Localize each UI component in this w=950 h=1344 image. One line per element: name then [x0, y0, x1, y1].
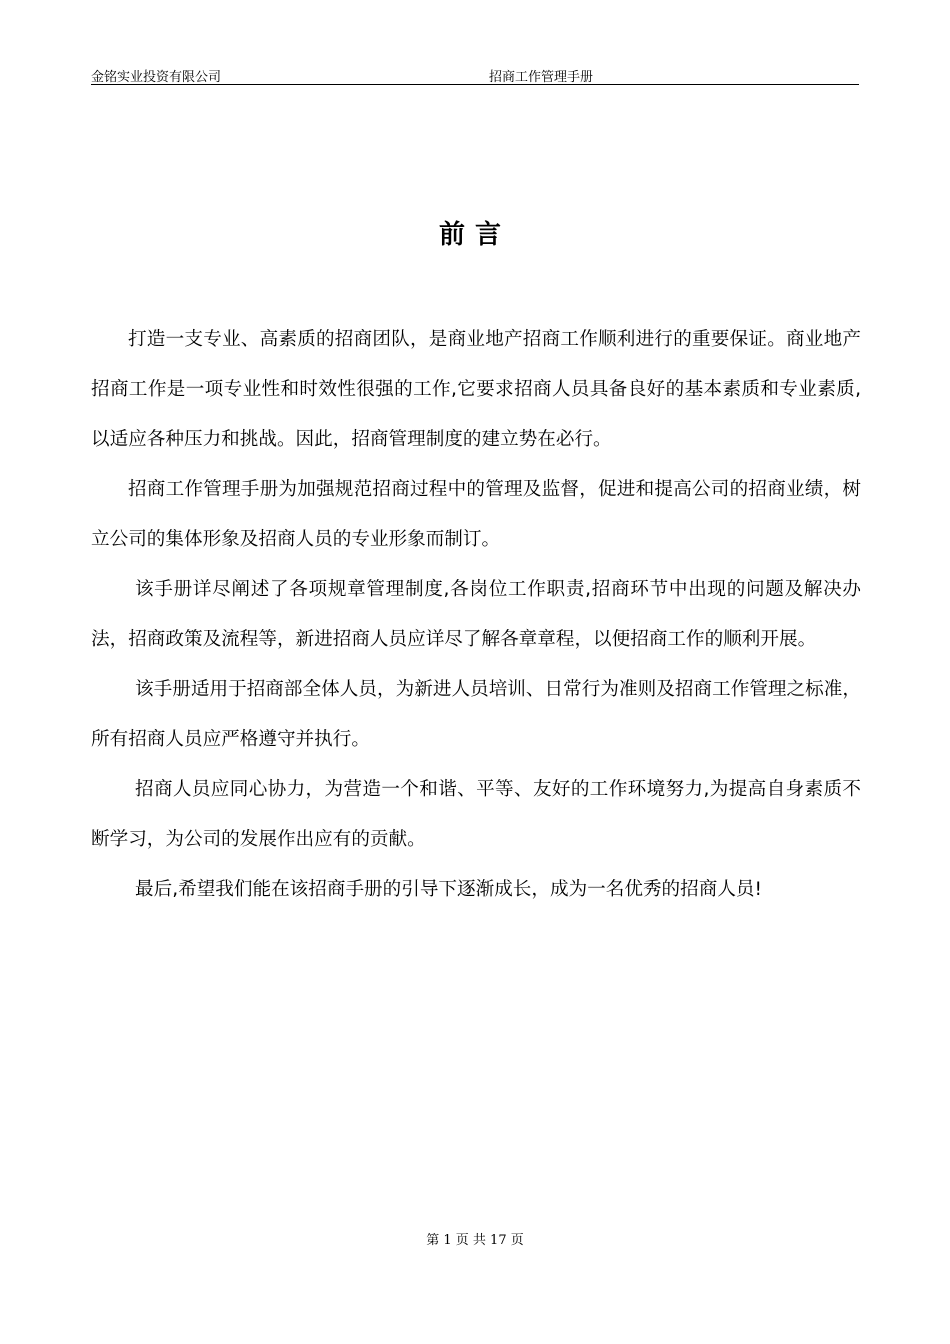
- header-company-name: 金铭实业投资有限公司: [91, 70, 222, 85]
- paragraph-2: 招商工作管理手册为加强规范招商过程中的管理及监督，促进和提高公司的招商业绩，树立公司的集体形象及招商人员的专业形象而制订。: [91, 479, 861, 550]
- paragraph-1: 打造一支专业、高素质的招商团队，是商业地产招商工作顺利进行的重要保证。商业地产招商工作是一项专业性和时效性很强的工作,它要求招商人员具备良好的基本素质和专业素质,以适应各种压力和挑战。因此，招商管理制度的建立势在必行。: [91, 329, 861, 450]
- page-number-footer: 第 1 页 共 17 页: [426, 1233, 524, 1248]
- document-title: 前言: [438, 220, 511, 250]
- paragraph-6: 最后,希望我们能在该招商手册的引导下逐渐成长，成为一名优秀的招商人员!: [135, 879, 762, 900]
- paragraph-3: 该手册详尽阐述了各项规章管理制度,各岗位工作职责,招商环节中出现的问题及解决办法，招商政策及流程等，新进招商人员应详尽了解各章章程，以便招商工作的顺利开展。: [91, 579, 861, 650]
- paragraph-4: 该手册适用于招商部全体人员，为新进人员培训、日常行为准则及招商工作管理之标准，所有招商人员应严格遵守并执行。: [91, 679, 861, 750]
- page-header: [91, 64, 859, 85]
- paragraph-5: 招商人员应同心协力，为营造一个和谐、平等、友好的工作环境努力,为提高自身素质不断学习，为公司的发展作出应有的贡献。: [91, 779, 861, 850]
- header-manual-title: 招商工作管理手册: [489, 70, 594, 85]
- document-body: [91, 315, 861, 915]
